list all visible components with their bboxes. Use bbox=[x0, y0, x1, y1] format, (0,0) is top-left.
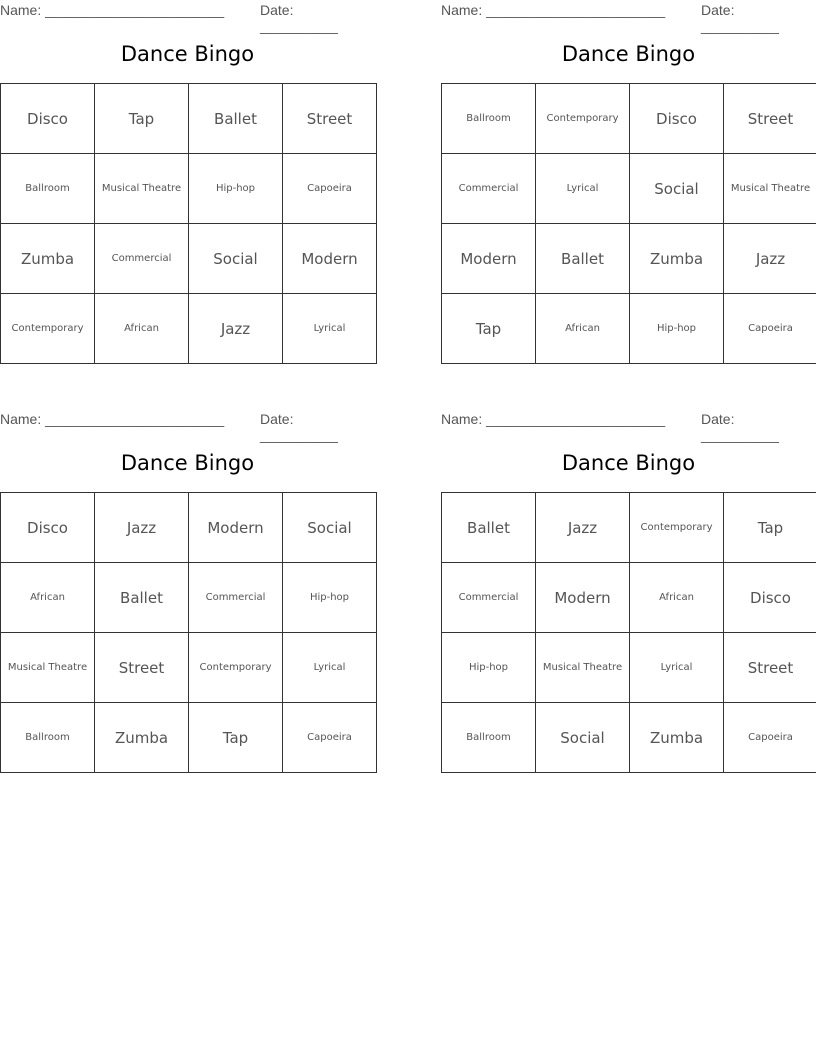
bingo-cell: Tap bbox=[442, 294, 536, 364]
bingo-cell: Zumba bbox=[1, 224, 95, 294]
bingo-cell: Contemporary bbox=[1, 294, 95, 364]
grid-row bbox=[442, 294, 816, 364]
grid-row bbox=[442, 493, 816, 563]
bingo-cell: African bbox=[1, 563, 95, 633]
bingo-cell: Tap bbox=[189, 703, 283, 773]
bingo-cell: Musical Theatre bbox=[95, 154, 189, 224]
bingo-cell: Disco bbox=[1, 84, 95, 154]
bingo-cell: Modern bbox=[189, 493, 283, 563]
card-title: Dance Bingo bbox=[120, 451, 255, 475]
bingo-cell: Commercial bbox=[189, 563, 283, 633]
bingo-cell: Hip-hop bbox=[630, 294, 724, 364]
name-field-label: Name: _______________________ bbox=[0, 411, 225, 427]
card-header bbox=[441, 0, 816, 34]
grid-row bbox=[1, 703, 377, 773]
bingo-card-4 bbox=[441, 409, 816, 747]
bingo-cell: Ballroom bbox=[1, 703, 95, 773]
bingo-cell: Ballroom bbox=[442, 703, 536, 773]
bingo-cell: Zumba bbox=[630, 224, 724, 294]
grid-row bbox=[1, 224, 377, 294]
bingo-cell: Lyrical bbox=[630, 633, 724, 703]
grid-row bbox=[442, 224, 816, 294]
date-field-label: Date: __________ bbox=[260, 2, 338, 34]
bingo-card-3 bbox=[0, 409, 375, 747]
grid-row bbox=[442, 633, 816, 703]
card-header bbox=[0, 0, 375, 34]
bingo-cell: Musical Theatre bbox=[724, 154, 816, 224]
bingo-cell: Hip-hop bbox=[189, 154, 283, 224]
bingo-cell: Hip-hop bbox=[442, 633, 536, 703]
grid-row bbox=[1, 493, 377, 563]
bingo-cell: Street bbox=[724, 633, 816, 703]
bingo-cell: Commercial bbox=[442, 154, 536, 224]
bingo-cell: Capoeira bbox=[283, 703, 377, 773]
bingo-cell: Modern bbox=[442, 224, 536, 294]
bingo-cell: Jazz bbox=[95, 493, 189, 563]
grid-row bbox=[442, 154, 816, 224]
bingo-card-2 bbox=[441, 0, 816, 338]
bingo-cell: African bbox=[95, 294, 189, 364]
bingo-cell: Jazz bbox=[724, 224, 816, 294]
bingo-cell: Social bbox=[536, 703, 630, 773]
bingo-cell: Modern bbox=[536, 563, 630, 633]
grid-row bbox=[1, 294, 377, 364]
bingo-cell: Lyrical bbox=[536, 154, 630, 224]
bingo-cell: Ballet bbox=[442, 493, 536, 563]
bingo-cell: Tap bbox=[724, 493, 816, 563]
bingo-cell: Street bbox=[95, 633, 189, 703]
bingo-grid bbox=[441, 83, 816, 364]
bingo-cell: Contemporary bbox=[536, 84, 630, 154]
bingo-cell: Jazz bbox=[536, 493, 630, 563]
bingo-cell: Street bbox=[283, 84, 377, 154]
bingo-cell: Lyrical bbox=[283, 294, 377, 364]
bingo-cell: Musical Theatre bbox=[1, 633, 95, 703]
bingo-cell: Musical Theatre bbox=[536, 633, 630, 703]
grid-row bbox=[1, 84, 377, 154]
card-title: Dance Bingo bbox=[120, 42, 255, 66]
bingo-card-1 bbox=[0, 0, 375, 338]
bingo-cell: African bbox=[536, 294, 630, 364]
name-field-label: Name: _______________________ bbox=[0, 2, 225, 18]
bingo-cell: Capoeira bbox=[724, 703, 816, 773]
bingo-cell: Social bbox=[283, 493, 377, 563]
bingo-cell: Tap bbox=[95, 84, 189, 154]
bingo-cell: African bbox=[630, 563, 724, 633]
grid-row bbox=[442, 703, 816, 773]
bingo-cell: Ballroom bbox=[1, 154, 95, 224]
bingo-cell: Zumba bbox=[95, 703, 189, 773]
bingo-grid bbox=[0, 492, 377, 773]
bingo-cell: Ballroom bbox=[442, 84, 536, 154]
bingo-grid bbox=[0, 83, 377, 364]
bingo-cell: Commercial bbox=[442, 563, 536, 633]
grid-row bbox=[442, 84, 816, 154]
card-title: Dance Bingo bbox=[561, 451, 696, 475]
bingo-cell: Disco bbox=[630, 84, 724, 154]
date-field-label: Date: __________ bbox=[701, 411, 779, 443]
bingo-cell: Jazz bbox=[189, 294, 283, 364]
bingo-cell: Disco bbox=[1, 493, 95, 563]
grid-row bbox=[1, 633, 377, 703]
grid-row bbox=[1, 154, 377, 224]
bingo-cell: Capoeira bbox=[724, 294, 816, 364]
bingo-cell: Zumba bbox=[630, 703, 724, 773]
bingo-cell: Capoeira bbox=[283, 154, 377, 224]
bingo-cell: Contemporary bbox=[189, 633, 283, 703]
grid-row bbox=[1, 563, 377, 633]
card-title: Dance Bingo bbox=[561, 42, 696, 66]
card-header bbox=[0, 409, 375, 443]
bingo-cell: Ballet bbox=[95, 563, 189, 633]
bingo-cell: Ballet bbox=[536, 224, 630, 294]
bingo-cell: Contemporary bbox=[630, 493, 724, 563]
bingo-cell: Street bbox=[724, 84, 816, 154]
bingo-cell: Commercial bbox=[95, 224, 189, 294]
bingo-cell: Lyrical bbox=[283, 633, 377, 703]
name-field-label: Name: _______________________ bbox=[441, 411, 666, 427]
bingo-cell: Hip-hop bbox=[283, 563, 377, 633]
grid-row bbox=[442, 563, 816, 633]
date-field-label: Date: __________ bbox=[701, 2, 779, 34]
card-header bbox=[441, 409, 816, 443]
bingo-cell: Social bbox=[630, 154, 724, 224]
name-field-label: Name: _______________________ bbox=[441, 2, 666, 18]
bingo-cell: Ballet bbox=[189, 84, 283, 154]
date-field-label: Date: __________ bbox=[260, 411, 338, 443]
bingo-cell: Modern bbox=[283, 224, 377, 294]
bingo-cell: Disco bbox=[724, 563, 816, 633]
bingo-cell: Social bbox=[189, 224, 283, 294]
bingo-grid bbox=[441, 492, 816, 773]
